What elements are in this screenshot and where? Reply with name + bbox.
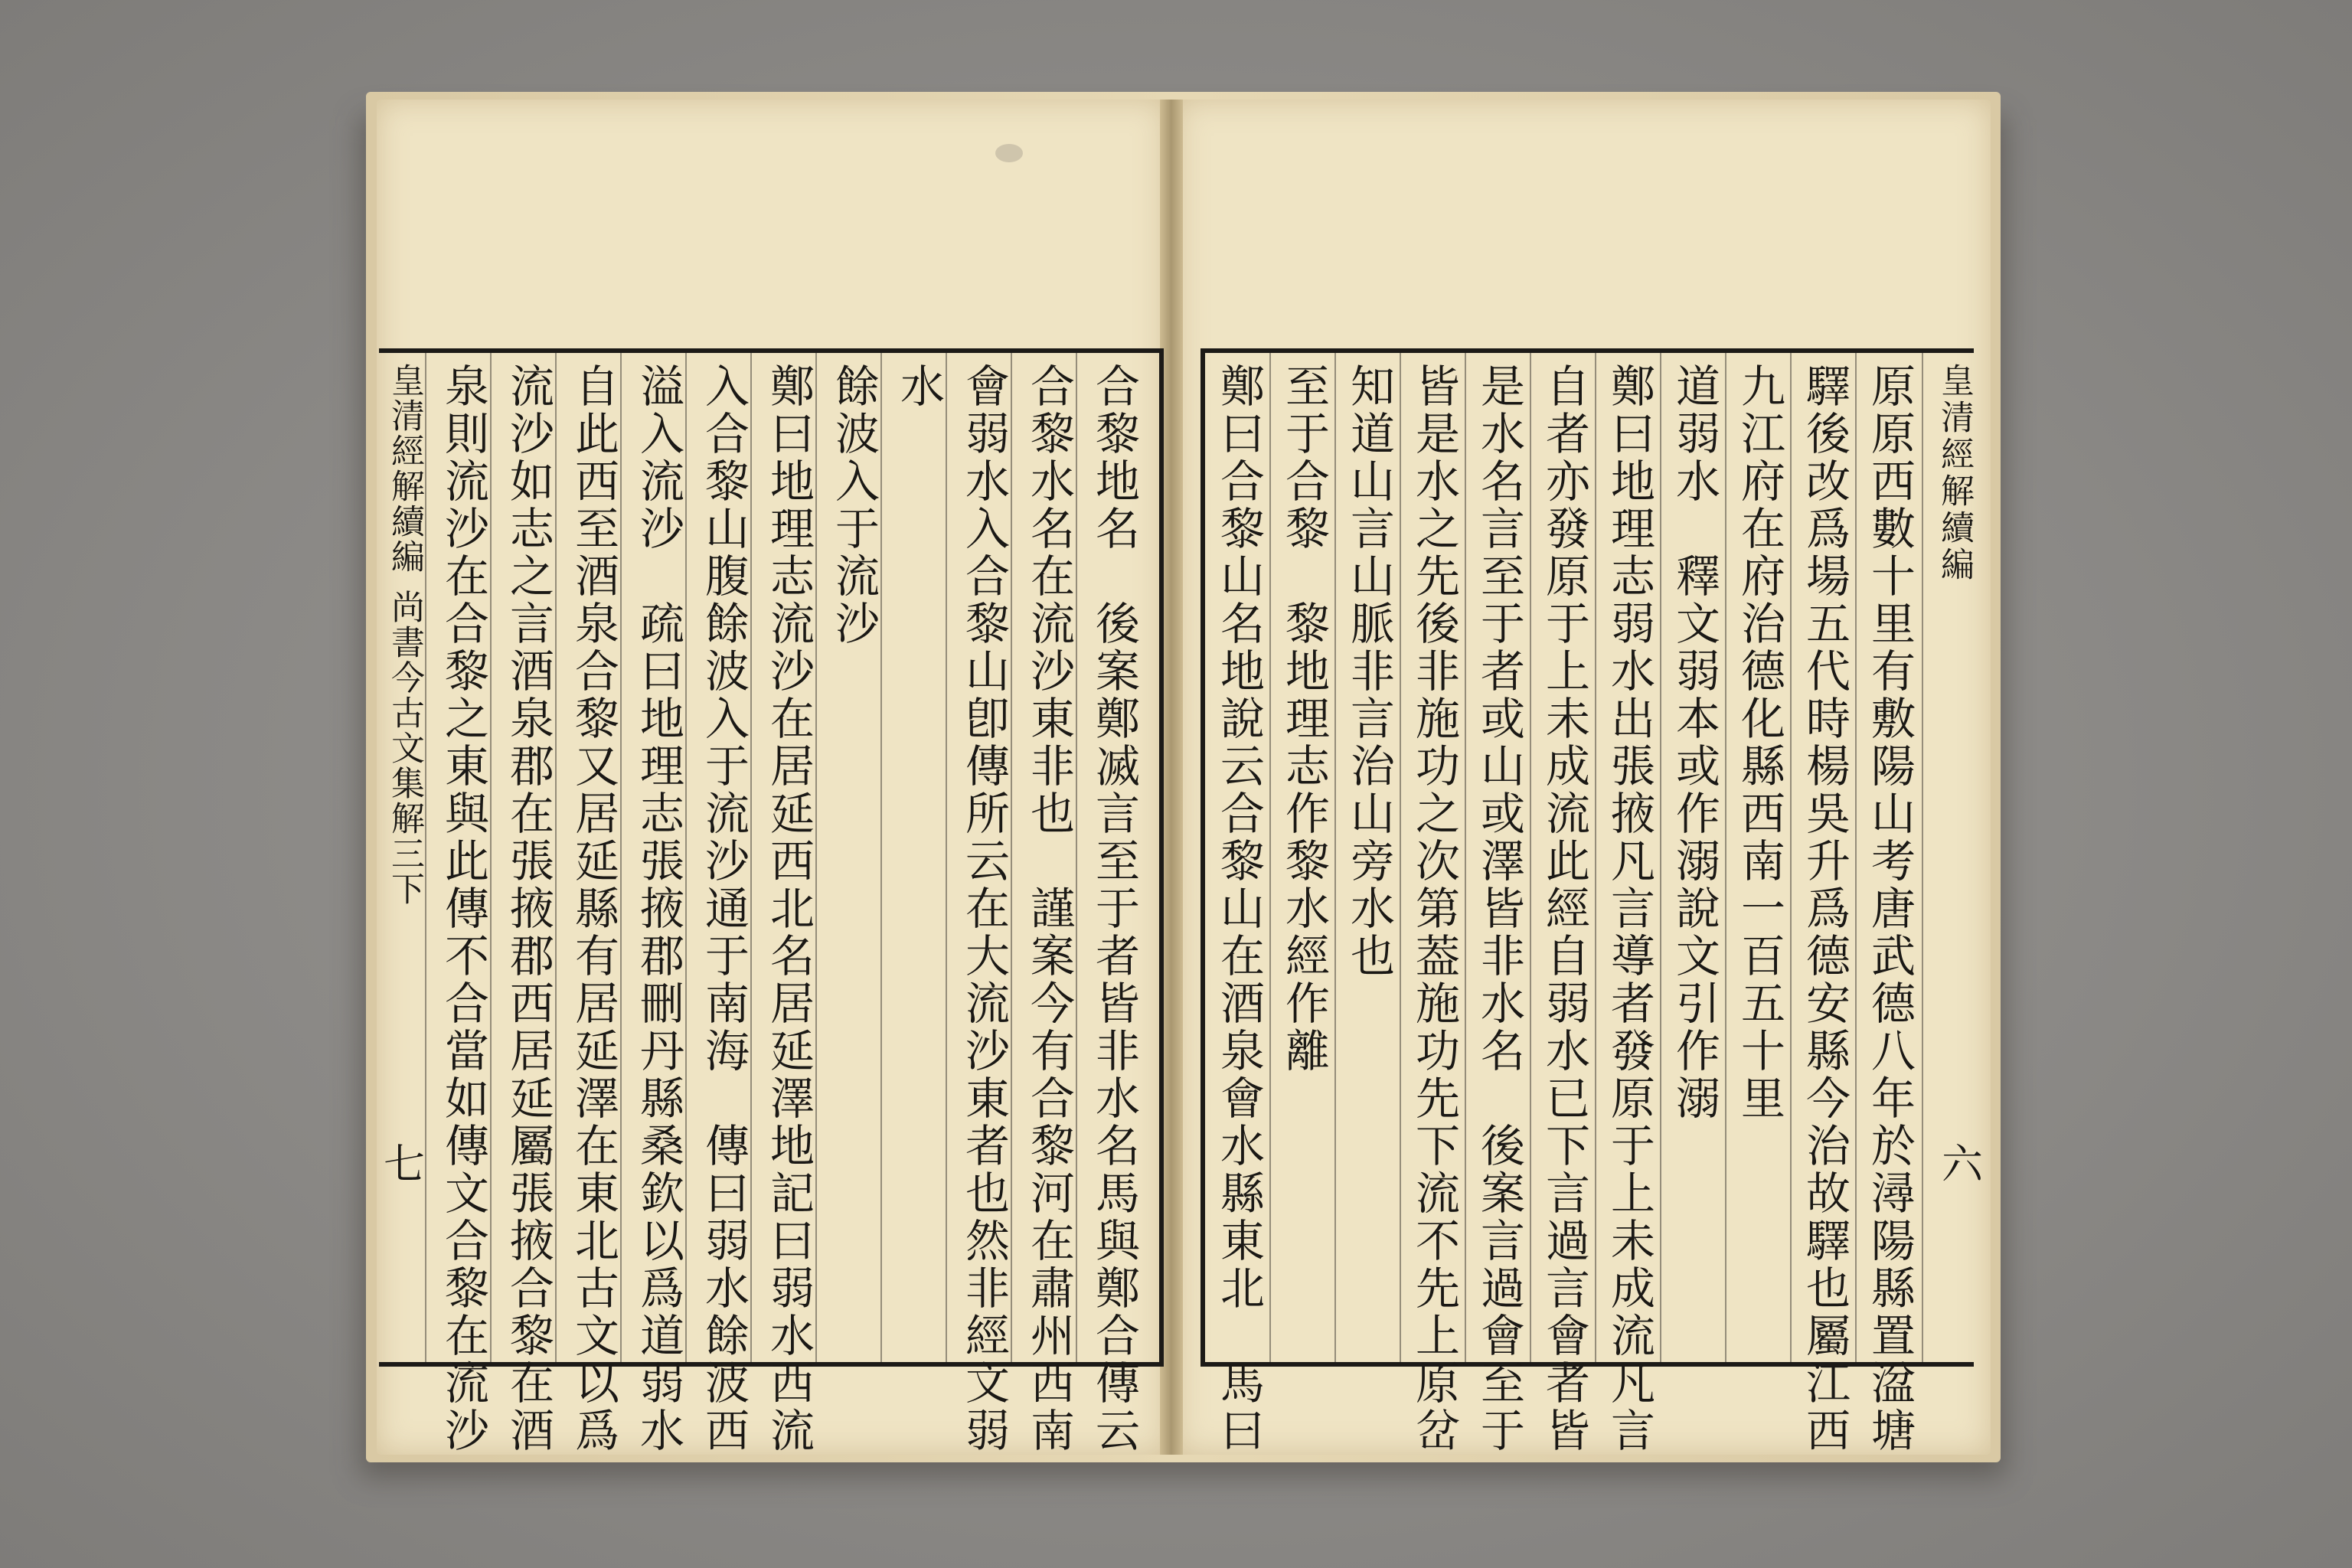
left-column-2: 合黎水名在流沙東非也 謹案今有合黎河在肅州西南	[1023, 363, 1075, 1455]
left-column-9: 自此西至酒泉合黎又居延縣有居延澤在東北古文以爲	[567, 363, 619, 1455]
paper-stain	[995, 144, 1023, 162]
left-column-8: 溢入流沙 疏曰地理志張掖郡刪丹縣桑欽以爲道弱水	[632, 363, 684, 1455]
right-margin-title	[1934, 363, 1974, 822]
left-margin-title	[384, 363, 424, 1358]
right-column-10: 至于合黎 黎地理志作黎水經作離	[1278, 363, 1330, 1075]
left-page-number: 七	[384, 1140, 425, 1188]
left-column-1: 合黎地名 後案鄭㓕言至于者皆非水名馬與鄭合傳云	[1088, 363, 1140, 1455]
book-title: 皇清經解續編	[1935, 363, 1974, 583]
right-column-9: 知道山言山脈非言治山旁水也	[1343, 363, 1395, 980]
right-column-7: 是水名言至于者或山或澤皆非水名 後案言過會至于	[1473, 363, 1525, 1455]
right-column-6: 自者亦發原于上未成流此經自弱水已下言過言會者皆	[1538, 363, 1590, 1455]
right-column-11: 鄭曰合黎山名地說云合黎山在酒泉會水縣東北 馬曰	[1213, 363, 1265, 1455]
right-column-8: 皆是水之先後非施功之次第葢施功先下流不先上原岔	[1408, 363, 1460, 1455]
column-rule	[425, 353, 426, 1362]
right-column-4: 道弱水 釋文弱本或作溺說文引作溺	[1668, 363, 1720, 1122]
left-column-7: 入合黎山腹餘波入于流沙通于南海 傳曰弱水餘波西	[697, 363, 750, 1455]
left-column-4: 水	[893, 363, 945, 410]
section-title: 尚書今古文集解三下	[385, 590, 424, 906]
left-column-3: 會弱水入合黎山卽傳所云在大流沙東者也然非經文弱	[958, 363, 1010, 1455]
book-title: 皇清經解續編	[385, 363, 424, 574]
right-column-1: 原原西數十里有敷陽山考唐武德八年於潯陽縣置湓塘	[1864, 363, 1916, 1455]
left-column-11: 泉則流沙在合黎之東與此傳不合當如傳文合黎在流沙	[437, 363, 489, 1455]
right-column-5: 鄭曰地理志弱水出張掖凡言導者發原于上未成流凡言	[1603, 363, 1655, 1455]
left-column-10: 流沙如志之言酒泉郡在張掖郡西居延屬張掖合黎在酒	[502, 363, 554, 1455]
right-page-number: 六	[1942, 1140, 1983, 1188]
right-column-2: 驛後改爲場五代時楊吳升爲德安縣今治故驛也屬江西	[1798, 363, 1851, 1455]
right-column-3: 九江府在府治德化縣西南一百五十里	[1733, 363, 1785, 1122]
left-column-5: 餘波入于流沙	[828, 363, 880, 648]
left-column-6: 鄭曰地理志流沙在居延西北名居延澤地記曰弱水西流	[763, 363, 815, 1455]
